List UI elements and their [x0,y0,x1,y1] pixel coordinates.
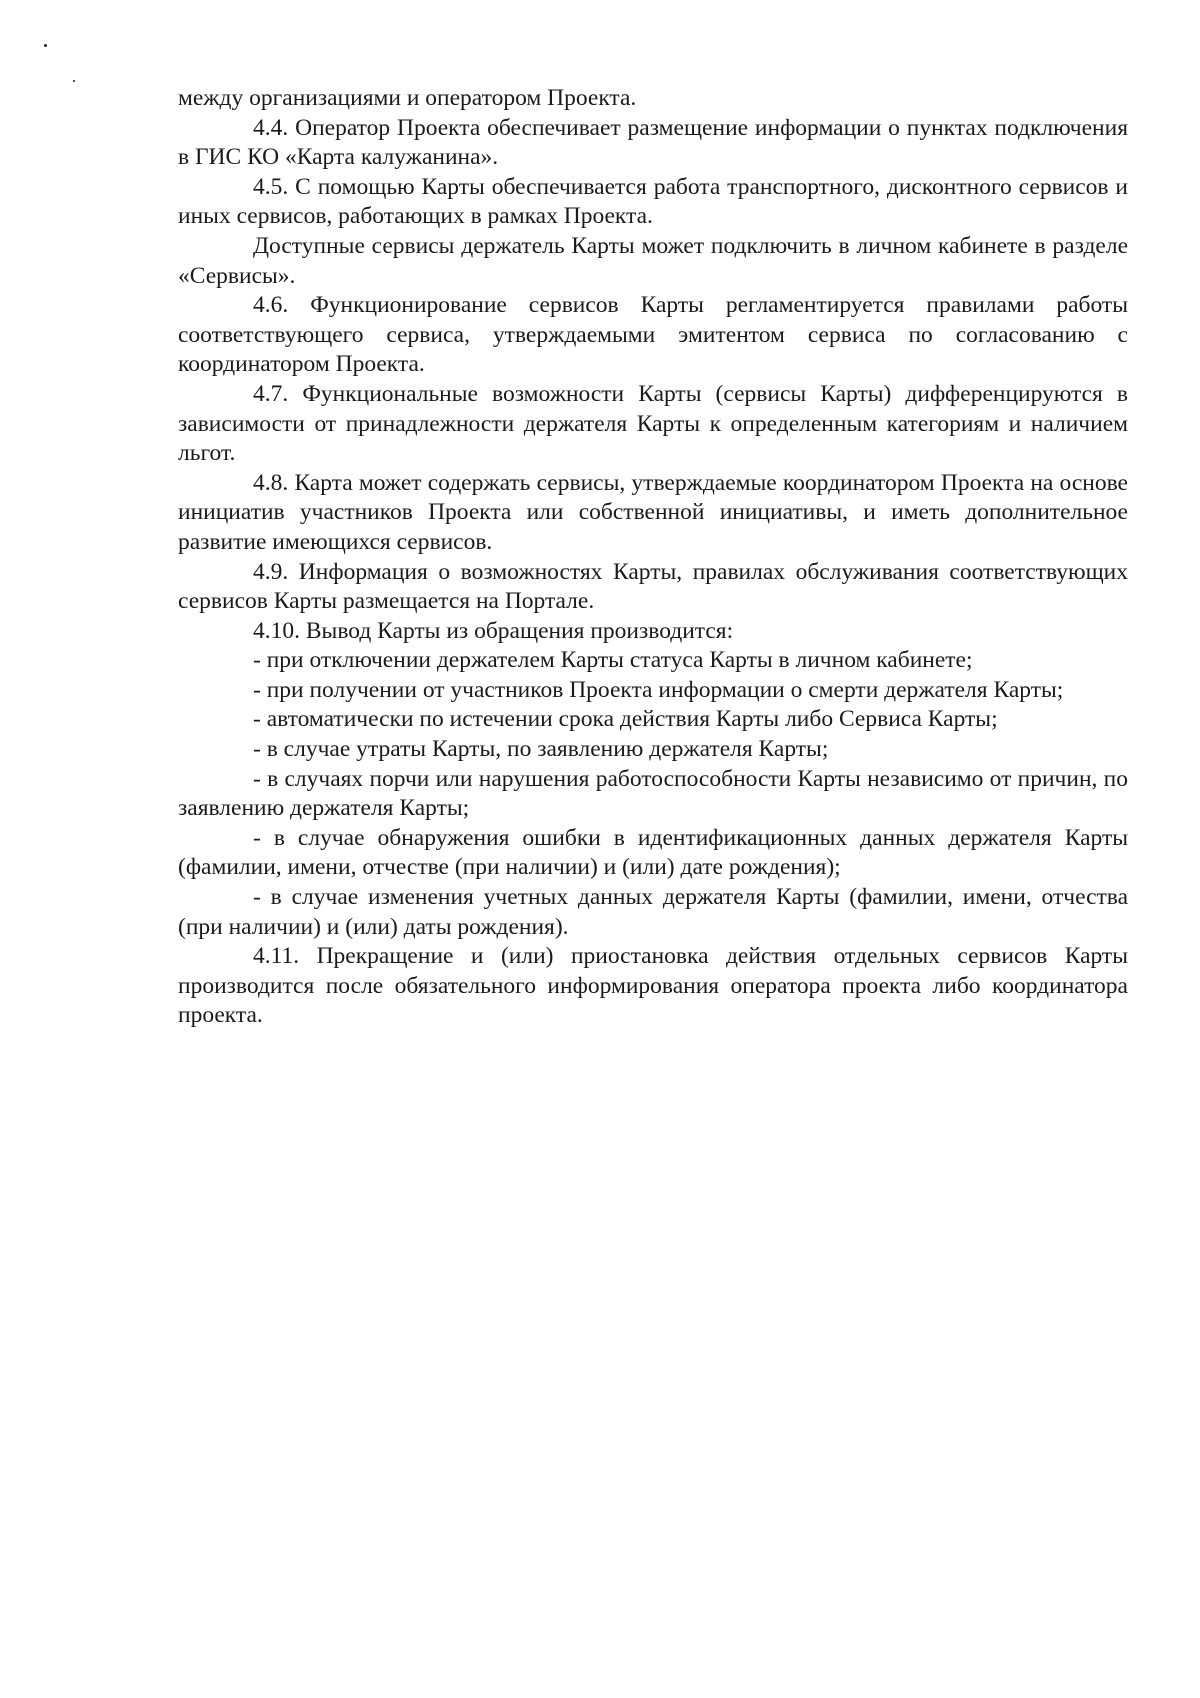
paragraph-4-4: 4.4. Оператор Проекта обеспечивает размещение информации о пунктах подключения в ГИС КО «Карта калужанина». [178,114,1128,171]
list-item: - в случае обнаружения ошибки в идентификационных данных держателя Карты (фамилии, имени, отчестве (при наличии) и (или) дате рождения); [178,824,1128,881]
paragraph-4-10: 4.10. Вывод Карты из обращения производится: [253,617,734,644]
scan-speck [44,44,47,47]
document-body [178,84,1128,1031]
list-item: - автоматически по истечении срока действия Карты либо Сервиса Карты; [253,706,998,733]
list-item: - в случае изменения учетных данных держателя Карты (фамилии, имени, отчества (при наличии) и (или) даты рождения). [178,884,1128,940]
scan-speck [73,80,75,82]
paragraph-4-9: 4.9. Информация о возможностях Карты, правилах обслуживания соответствующих сервисов Карты размещается на Портале. [178,558,1128,615]
list-item: - в случаях порчи или нарушения работоспособности Карты независимо от причин, по заявлению держателя Карты; [178,765,1128,822]
paragraph-services-access: Доступные сервисы держатель Карты может подключить в личном кабинете в разделе «Сервисы». [178,232,1128,289]
paragraph-continuation: между организациями и оператором Проекта. [178,85,637,111]
paragraph-4-6: 4.6. Функционирование сервисов Карты регламентируется правилами работы соответствующего сервиса, утверждаемыми эмитентом сервиса по согласованию с координатором Проекта. [178,292,1128,378]
paragraph-4-7: 4.7. Функциональные возможности Карты (сервисы Карты) дифференцируются в зависимости от принадлежности держателя Карты к определенным категориям и наличием льгот. [178,380,1128,467]
list-item: - при получении от участников Проекта информации о смерти держателя Карты; [253,676,1064,703]
paragraph-4-8: 4.8. Карта может содержать сервисы, утверждаемые координатором Проекта на основе инициатив участников Проекта или собственной инициативы, и иметь дополнительное развитие имеющихся сервисов. [178,469,1128,555]
list-item: - в случае утраты Карты, по заявлению держателя Карты; [253,736,829,763]
list-item: - при отключении держателем Карты статуса Карты в личном кабинете; [253,647,973,674]
paragraph-4-5: 4.5. С помощью Карты обеспечивается работа транспортного, дисконтного сервисов и иных сервисов, работающих в рамках Проекта. [178,173,1128,230]
paragraph-4-11: 4.11. Прекращение и (или) приостановка действия отдельных сервисов Карты производится после обязательного информирования оператора проекта либо координатора проекта. [178,943,1128,1029]
